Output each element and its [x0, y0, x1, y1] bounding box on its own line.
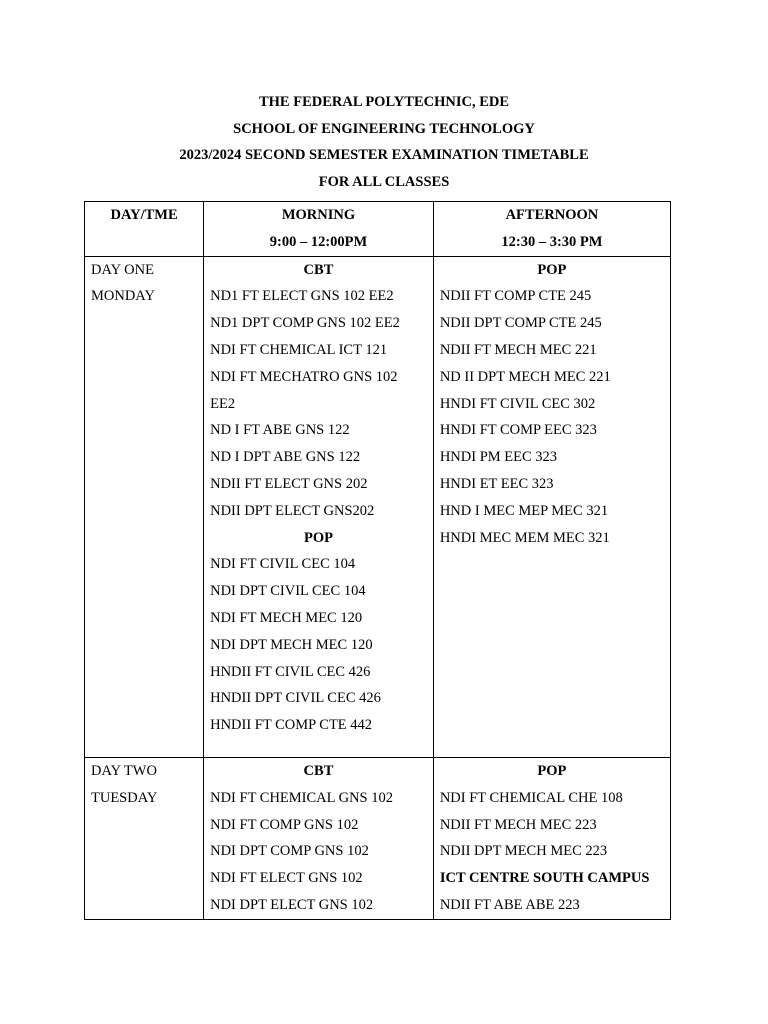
timetable-title: 2023/2024 SECOND SEMESTER EXAMINATION TIMETABLE: [179, 147, 589, 164]
timetable-subtitle: FOR ALL CLASSES: [318, 174, 450, 191]
school-name: SCHOOL OF ENGINEERING TECHNOLOGY: [233, 120, 535, 137]
exam-entry: NDII FT ABE ABE 223: [439, 896, 580, 913]
exam-entry: ND I DPT ABE GNS 122: [210, 449, 361, 466]
exam-entry: NDI FT CHEMICAL CHE 108: [439, 789, 623, 806]
table-header-row: [85, 202, 671, 257]
exam-mode-label: POP: [537, 261, 567, 278]
exam-entry: NDI FT MECH MEC 120: [210, 609, 363, 626]
morning-label: MORNING: [281, 207, 356, 223]
exam-entry: HNDII DPT CIVIL CEC 426: [210, 690, 381, 707]
exam-mode-label: POP: [303, 529, 333, 546]
exam-entry: HNDI PM EEC 323: [439, 449, 558, 466]
exam-mode-label: POP: [537, 762, 567, 779]
day-one-morning-cell: [204, 256, 434, 757]
exam-entry: NDI DPT ELECT GNS 102: [210, 896, 374, 913]
day-two-cell: [85, 757, 204, 919]
exam-entry: NDI FT COMP GNS 102: [210, 816, 359, 833]
exam-entry: EE2: [210, 395, 236, 412]
exam-entry: NDI FT MECHATRO GNS 102: [210, 368, 398, 385]
exam-entry: HNDI FT CIVIL CEC 302: [439, 395, 596, 412]
cell-spacer: [210, 739, 427, 757]
exam-entry: NDI DPT CIVIL CEC 104: [210, 583, 366, 600]
table-row-day-two: [85, 757, 671, 919]
document-heading: [0, 89, 768, 196]
cell-spacer: [440, 551, 664, 569]
exam-entry: NDII FT ELECT GNS 202: [210, 475, 368, 492]
day-two-afternoon-cell: [433, 757, 670, 919]
institution-name: THE FEDERAL POLYTECHNIC, EDE: [258, 94, 510, 110]
exam-mode-label: CBT: [303, 261, 334, 278]
exam-entry: NDI DPT COMP GNS 102: [210, 843, 369, 860]
exam-entry: NDI FT CIVIL CEC 104: [210, 556, 356, 573]
exam-entry: ND1 FT ELECT GNS 102 EE2: [210, 288, 394, 305]
exam-entry: NDII DPT COMP CTE 245: [439, 315, 602, 332]
exam-entry: HNDI MEC MEM MEC 321: [439, 529, 610, 546]
exam-entry: NDII FT MECH MEC 221: [439, 341, 597, 358]
exam-entry: NDI FT CHEMICAL ICT 121: [210, 341, 388, 358]
exam-mode-label: CBT: [303, 762, 334, 779]
exam-entry: HND I MEC MEP MEC 321: [439, 502, 609, 519]
exam-entry: NDII DPT MECH MEC 223: [439, 843, 608, 860]
exam-entry: ICT CENTRE SOUTH CAMPUS: [439, 870, 650, 887]
exam-entry: NDII FT MECH MEC 223: [439, 816, 597, 833]
table-row-day-one: [85, 256, 671, 757]
exam-entry: NDII DPT ELECT GNS202: [210, 502, 375, 519]
exam-timetable: [84, 201, 671, 920]
day-two-morning-cell: [204, 757, 434, 919]
day-one-cell: [85, 256, 204, 757]
day-label: DAY TWO: [91, 762, 157, 779]
exam-entry: ND II DPT MECH MEC 221: [439, 368, 611, 385]
exam-entry: NDII FT COMP CTE 245: [439, 288, 592, 305]
day-one-afternoon-cell: [433, 256, 670, 757]
day-label: DAY ONE: [91, 261, 154, 278]
exam-entry: ND1 DPT COMP GNS 102 EE2: [210, 315, 400, 332]
morning-time: 9:00 – 12:00PM: [269, 233, 368, 250]
exam-entry: HNDII FT COMP CTE 442: [210, 717, 373, 734]
weekday-label: MONDAY: [91, 288, 155, 305]
header-day-time: DAY/TME: [85, 202, 204, 257]
exam-entry: HNDII FT CIVIL CEC 426: [210, 663, 371, 680]
afternoon-time: 12:30 – 3:30 PM: [501, 233, 603, 250]
exam-entry: NDI FT CHEMICAL GNS 102: [210, 789, 393, 806]
exam-entry: NDI DPT MECH MEC 120: [210, 636, 373, 653]
exam-entry: HNDI FT COMP EEC 323: [439, 422, 597, 439]
header-afternoon: [433, 202, 670, 257]
exam-entry: NDI FT ELECT GNS 102: [210, 870, 363, 887]
exam-entry: HNDI ET EEC 323: [439, 475, 554, 492]
header-morning: [204, 202, 434, 257]
exam-entry: ND I FT ABE GNS 122: [210, 422, 350, 439]
afternoon-label: AFTERNOON: [505, 207, 599, 223]
weekday-label: TUESDAY: [91, 789, 158, 806]
